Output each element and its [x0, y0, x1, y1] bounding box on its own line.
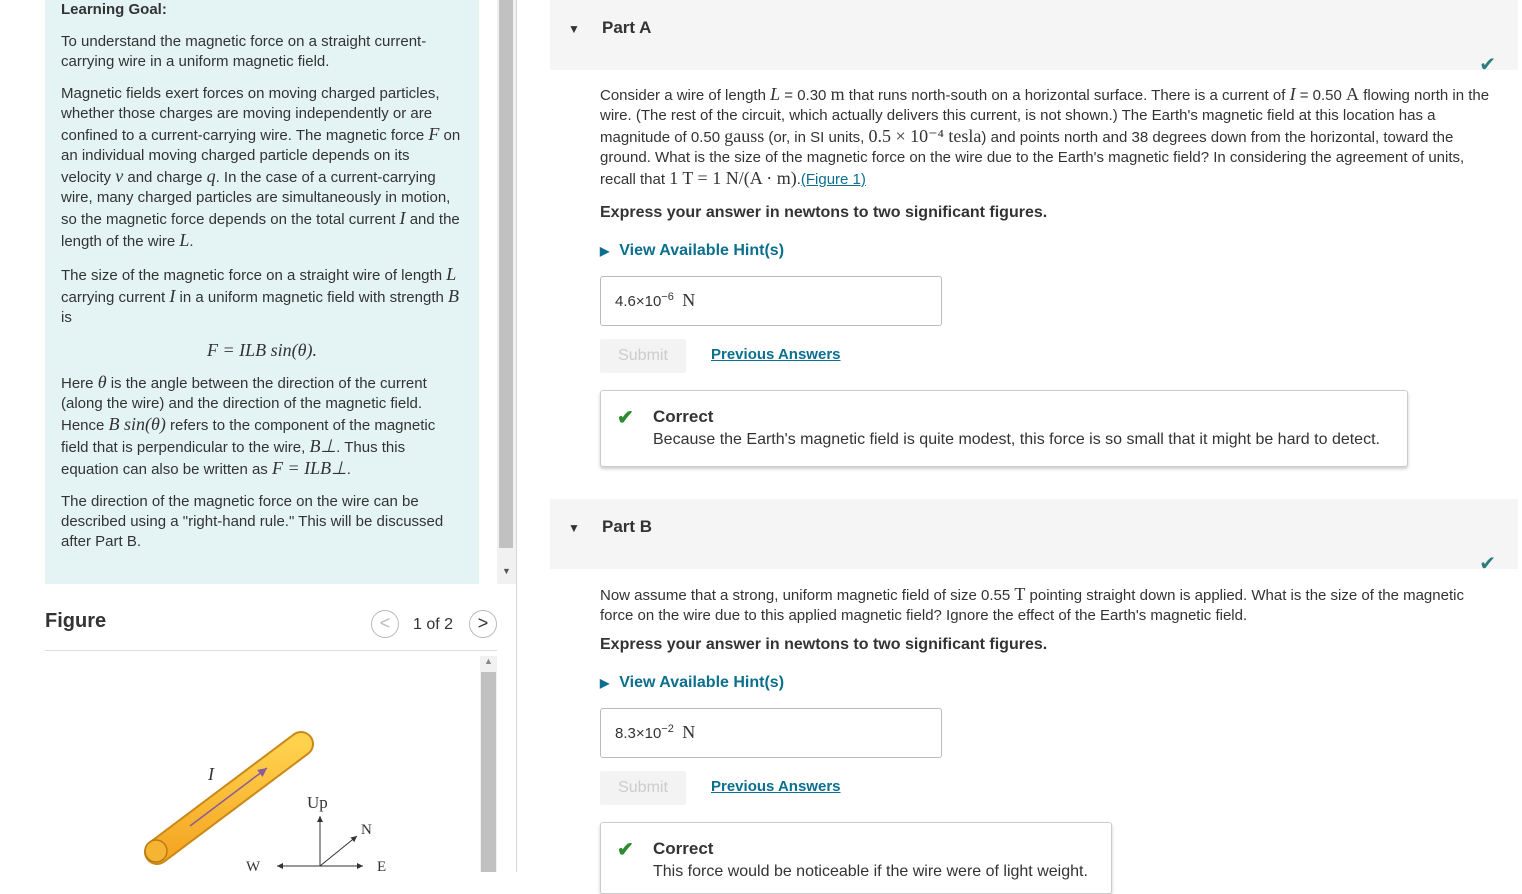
scroll-down-arrow-icon[interactable]: ▼ — [502, 566, 511, 576]
feedback-message: Because the Earth's magnetic field is quite modest, this force is so small that it might be hard to detect. — [653, 431, 1380, 448]
check-icon: ✔ — [1479, 553, 1496, 575]
scroll-up-arrow-icon[interactable]: ▲ — [484, 656, 493, 666]
correct-check-icon: ✔ — [617, 407, 634, 429]
part-a-hints-link[interactable]: ▶ View Available Hint(s) — [600, 242, 785, 259]
collapse-triangle-icon[interactable]: ▼ — [568, 521, 580, 535]
current-arrow — [190, 768, 267, 826]
figure-title: Figure — [45, 610, 107, 632]
east-label: E — [377, 859, 387, 872]
feedback-title: Correct — [653, 839, 714, 858]
feedback-message: This force would be noticeable if the wire were of light weight. — [653, 863, 1088, 880]
wire-drawing — [145, 744, 301, 862]
figure-scrollbar-thumb[interactable] — [481, 672, 496, 872]
expand-triangle-icon: ▶ — [600, 244, 610, 258]
expand-triangle-icon: ▶ — [600, 676, 610, 690]
figure-scrollbar[interactable] — [480, 656, 497, 872]
feedback-title: Correct — [653, 407, 714, 426]
force-equation: F = ILB sin(θ). — [207, 340, 317, 360]
part-b-instructions: Express your answer in newtons to two significant figures. — [600, 636, 1048, 653]
north-label: N — [361, 822, 372, 838]
part-b-label: Part B — [602, 517, 653, 536]
correct-check-icon: ✔ — [617, 839, 634, 861]
goal-scrollbar-thumb[interactable] — [499, 0, 513, 548]
figure-header — [45, 598, 497, 651]
part-b-answer-field[interactable]: $8.3\times 10^{-2}$ N — [600, 708, 942, 758]
part-b-submit-button[interactable]: Submit — [600, 771, 686, 805]
part-b-header[interactable] — [550, 499, 1518, 575]
part-a-header[interactable] — [550, 0, 1518, 76]
part-b-feedback — [600, 822, 1112, 894]
learning-goal-box — [45, 0, 479, 584]
up-label: Up — [307, 793, 328, 812]
learning-goal-para-4: The direction of the magnetic force on the wire can be described using a "right-hand rule." This will be discussed after Part B. — [61, 493, 444, 550]
learning-goal-para-1: Magnetic fields exert forces on moving charged particles, whether those charges are moving independently or are confined to a current-carrying wire. The magnetic force F on an individual moving charged particle depends on its velocity v and charge q. In the case of a current-carrying wire, many charged particles are simultaneously in motion, so the magnetic force depends on the total current I and the length of the wire L. — [61, 85, 461, 250]
current-label: I — [208, 764, 214, 784]
check-icon: ✔ — [1479, 54, 1496, 76]
learning-goal-intro: To understand the magnetic force on a straight current-carrying wire in a uniform magnetic field. — [61, 33, 427, 70]
part-a-feedback — [600, 390, 1408, 467]
compass-axes — [277, 816, 363, 866]
previous-figure-button[interactable]: < — [371, 610, 399, 638]
part-b-hints-link[interactable]: ▶ View Available Hint(s) — [600, 674, 785, 691]
wire-end — [145, 840, 167, 862]
part-b-previous-answers-link[interactable]: Previous Answers — [711, 778, 841, 795]
left-panel — [0, 0, 517, 872]
figure-1-link[interactable]: (Figure 1) — [800, 171, 866, 188]
learning-goal-para-3: Here θ is the angle between the direction of the current (along the wire) and the direction of the magnetic field. Hence B sin(θ) refers to the component of the magnetic field that is perpendicular to the wire, B⊥. Thus this equation can also be written as F = ILB⊥. — [61, 372, 436, 478]
part-a-label: Part A — [602, 18, 652, 37]
collapse-triangle-icon[interactable]: ▼ — [568, 22, 580, 36]
part-a-answer-field[interactable]: $4.6\times 10^{-6}$ N — [600, 276, 942, 326]
part-a-instructions: Express your answer in newtons to two significant figures. — [600, 204, 1048, 221]
figure-image — [45, 656, 475, 872]
part-a-submit-button[interactable]: Submit — [600, 339, 686, 373]
learning-goal-title: Learning Goal: — [61, 1, 167, 18]
west-label: W — [246, 859, 261, 872]
part-a-previous-answers-link[interactable]: Previous Answers — [711, 346, 841, 363]
learning-goal-para-2: The size of the magnetic force on a straight wire of length L carrying current I in a uniform magnetic field with strength B is — [61, 264, 460, 326]
goal-scrollbar[interactable] — [497, 0, 516, 584]
figure-counter: 1 of 2 — [413, 616, 454, 633]
next-figure-button[interactable]: > — [469, 610, 497, 638]
part-a-question: Consider a wire of length L = 0.30 m that runs north-south on a horizontal surface. There is a current of I = 0.50 A flowing north in the wire. (The rest of the circuit, which actually delivers this current, is not shown.) The Earth's magnetic field at this location has a magnitude of 0.50 gauss (or, in SI units, 0.5 × 10⁻⁴ tesla) and points north and 38 degrees down from the horizontal, toward the ground. What is the size of the magnetic force on the wire due to the Earth's magnetic field? In considering the agreement of units, recall that 1 T = 1 N/(A · m).(Figure 1) — [600, 84, 1490, 188]
part-b-question: Now assume that a strong, uniform magnetic field of size 0.55 T pointing straight down is applied. What is the size of the magnetic force on the wire due to this applied magnetic field? Ignore the effect of the Earth's magnetic field. — [600, 584, 1464, 624]
